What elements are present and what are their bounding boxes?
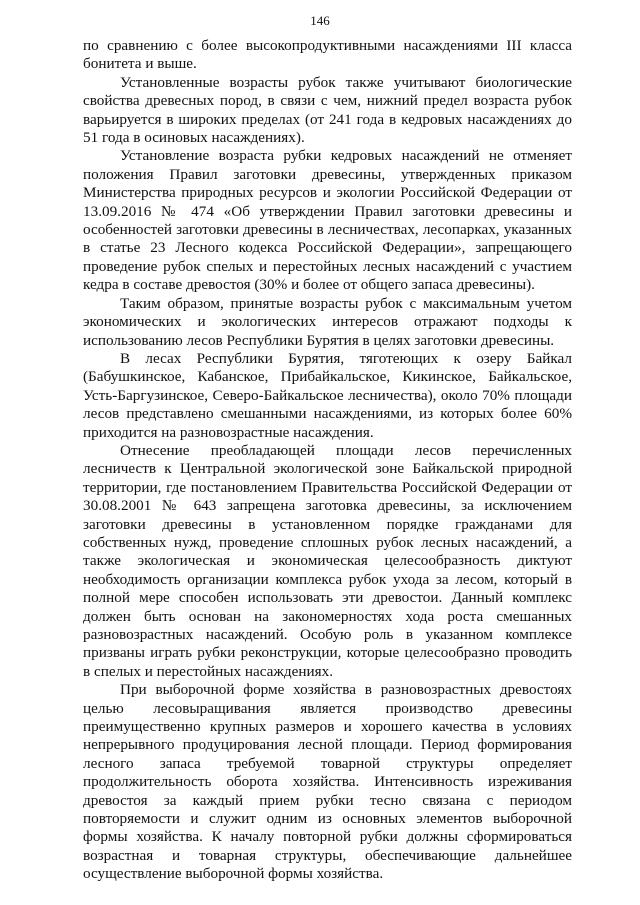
paragraph-continuation: по сравнению с более высокопродуктивными насаждениями III класса бонитета и выше. bbox=[83, 37, 572, 73]
paragraph-cedar-rules: Установление возраста рубки кедровых насаждений не отменяет положения Правил заготовки древесины, утвержденных приказом Министерства природных ресурсов и экологии Российской Федерации от 13.09.2016 № 474 «Об утверждении Правил заготовки древесины и особенностей заготовки древесины в лесничествах, лесопарках, указанных в статье 23 Лесного кодекса Российской Федерации», запрещающего проведение рубок спелых и перестойных лесных насаждений с участием кедра в составе древостоя (30% и более от общего запаса древесины). bbox=[83, 147, 572, 294]
paragraph-baikal-forests: В лесах Республики Бурятия, тяготеющих к озеру Байкал (Бабушкинское, Кабанское, Прибайкальское, Кикинское, Байкальское, Усть-Баргузинское, Северо-Байкальское лесничества), около 70% площади лесов представлено смешанными насаждениями, из которых более 60% приходится на разновозрастные насаждения. bbox=[83, 349, 572, 441]
document-body bbox=[83, 37, 572, 884]
paragraph-felling-ages: Установленные возрасты рубок также учитывают биологические свойства древесных пород, в связи с чем, нижний предел возраста рубок варьируется в широких пределах (от 241 года в кедровых насаждениях до 51 года в осиновых насаждениях). bbox=[83, 73, 572, 147]
page-number: 146 bbox=[310, 13, 330, 28]
paragraph-selective-form: При выборочной форме хозяйства в разновозрастных древостоях целью лесовыращивания является производство древесины преимущественно крупных размеров и хорошего качества в условиях непрерывного продуцирования лесной площади. Период формирования лесного запаса требуемой товарной структуры определяет продолжительность оборота хозяйства. Интенсивность изреживания древостоя за каждый прием рубки тесно связана с периодом повторяемости и служит одним из основных элементов выборочной формы хозяйства. К началу повторной рубки должны сформироваться возрастная и товарная структуры, обеспечивающие дальнейшее осуществление выборочной формы хозяйства. bbox=[83, 681, 572, 883]
paragraph-ecological-zone: Отнесение преобладающей площади лесов перечисленных лесничеств к Центральной экологической зоне Байкальской природной территории, где постановлением Правительства Российской Федерации от 30.08.2001 № 643 запрещена заготовка древесины, за исключением заготовки древесины в установленном порядке гражданами для собственных нужд, проведение сплошных рубок лесных насаждений, а также экологическая и экономическая целесообразность диктуют необходимость организации комплекса рубок ухода за лесом, который в полной мере способен использовать эти древостои. Данный комплекс должен быть основан на закономерностях хода роста смешанных разновозрастных насаждений. Особую роль в указанном комплексе призваны играть рубки реконструкции, которые целесообразно проводить в спелых и перестойных насаждениях. bbox=[83, 441, 572, 680]
paragraph-conclusion: Таким образом, принятые возрасты рубок с максимальным учетом экономических и экологических интересов отражают подходы к использованию лесов Республики Бурятия в целях заготовки древесины. bbox=[83, 294, 572, 349]
